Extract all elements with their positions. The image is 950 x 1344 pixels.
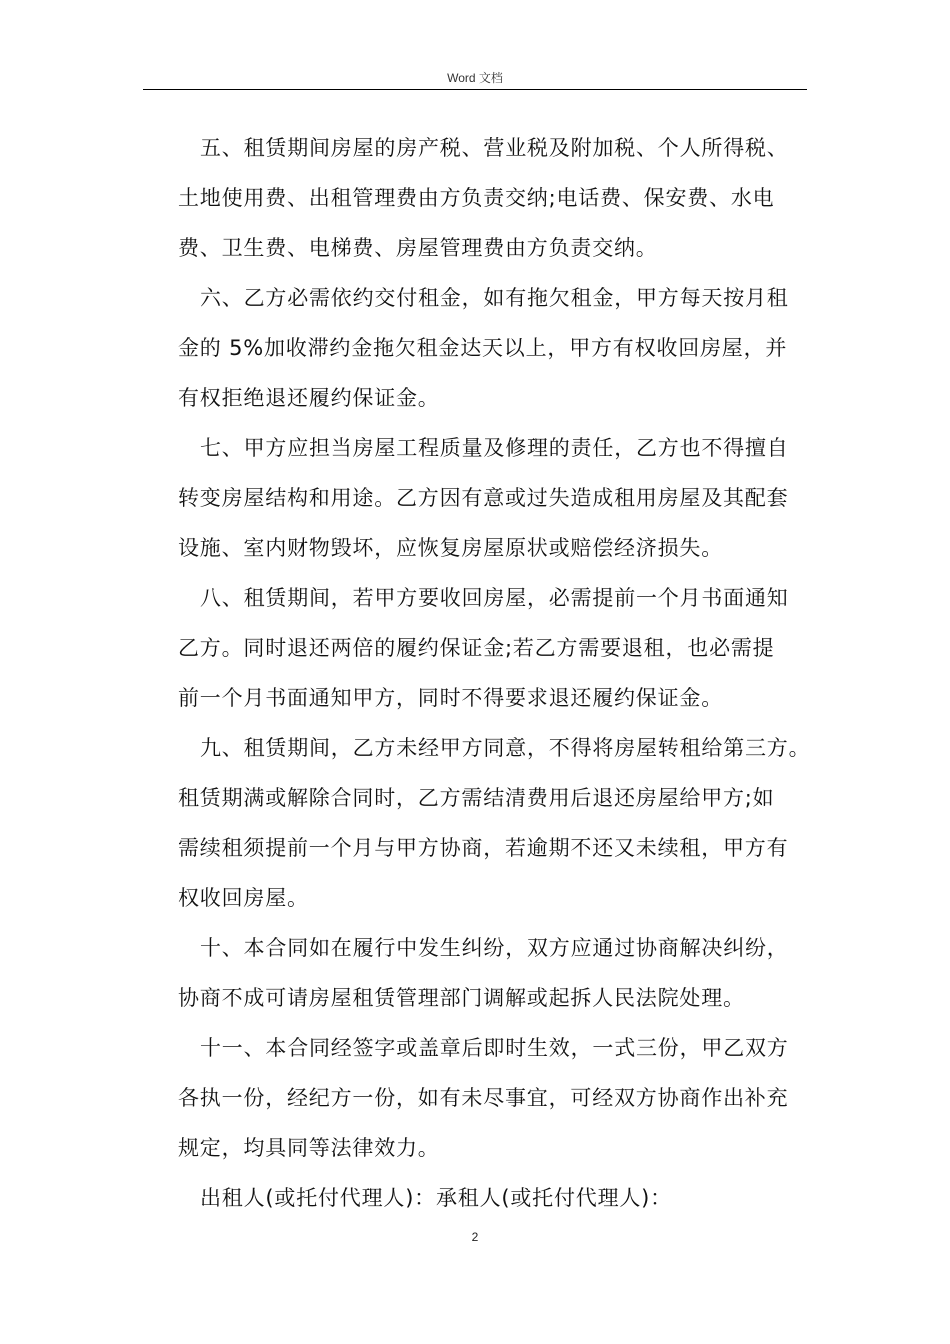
clause-11-line-3: 规定，均具同等法律效力。	[178, 1136, 440, 1160]
clause-7-line-3: 设施、室内财物毁坏，应恢复房屋原状或赔偿经济损失。	[178, 536, 723, 560]
clause-11-line-1: 十一、本合同经签字或盖章后即时生效，一式三份，甲乙双方	[200, 1036, 789, 1060]
clause-10-line-1: 十、本合同如在履行中发生纠纷，双方应通过协商解决纠纷，	[200, 936, 789, 960]
clause-5-line-3: 费、卫生费、电梯费、房屋管理费由方负责交纳。	[178, 236, 658, 260]
clause-6-line-2: 金的 5%加收滞约金拖欠租金达天以上，甲方有权收回房屋，并	[178, 336, 788, 360]
clause-9-line-4: 权收回房屋。	[178, 886, 309, 910]
signature-line: 出租人(或托付代理人)：承租人(或托付代理人)：	[200, 1186, 672, 1210]
clause-6-line-3: 有权拒绝退还履约保证金。	[178, 386, 440, 410]
clause-7-line-1: 七、甲方应担当房屋工程质量及修理的责任，乙方也不得擅自	[200, 436, 789, 460]
clause-9-line-3: 需续租须提前一个月与甲方协商，若逾期不还又未续租，甲方有	[178, 836, 789, 860]
clause-8-line-3: 前一个月书面通知甲方，同时不得要求退还履约保证金。	[178, 686, 723, 710]
clause-8-line-1: 八、租赁期间，若甲方要收回房屋，必需提前一个月书面通知	[200, 586, 789, 610]
clause-9-line-1: 九、租赁期间，乙方未经甲方同意，不得将房屋转租给第三方。	[200, 736, 811, 760]
clause-5-line-1: 五、租赁期间房屋的房产税、营业税及附加税、个人所得税、	[200, 136, 789, 160]
clause-9-line-2: 租赁期满或解除合同时，乙方需结清费用后退还房屋给甲方;如	[178, 786, 775, 810]
clause-11-line-2: 各执一份，经纪方一份，如有未尽事宜，可经双方协商作出补充	[178, 1086, 789, 1110]
page-header	[143, 67, 807, 90]
header-title: Word 文档	[447, 71, 503, 85]
document-body	[178, 123, 818, 1223]
page-number: 2	[471, 1230, 479, 1244]
clause-8-line-2: 乙方。同时退还两倍的履约保证金;若乙方需要退租，也必需提	[178, 636, 775, 660]
clause-6-line-1: 六、乙方必需依约交付租金，如有拖欠租金，甲方每天按月租	[200, 286, 789, 310]
clause-5-line-2: 土地使用费、出租管理费由方负责交纳;电话费、保安费、水电	[178, 186, 775, 210]
clause-7-line-2: 转变房屋结构和用途。乙方因有意或过失造成租用房屋及其配套	[178, 486, 789, 510]
clause-10-line-2: 协商不成可请房屋租赁管理部门调解或起拆人民法院处理。	[178, 986, 745, 1010]
